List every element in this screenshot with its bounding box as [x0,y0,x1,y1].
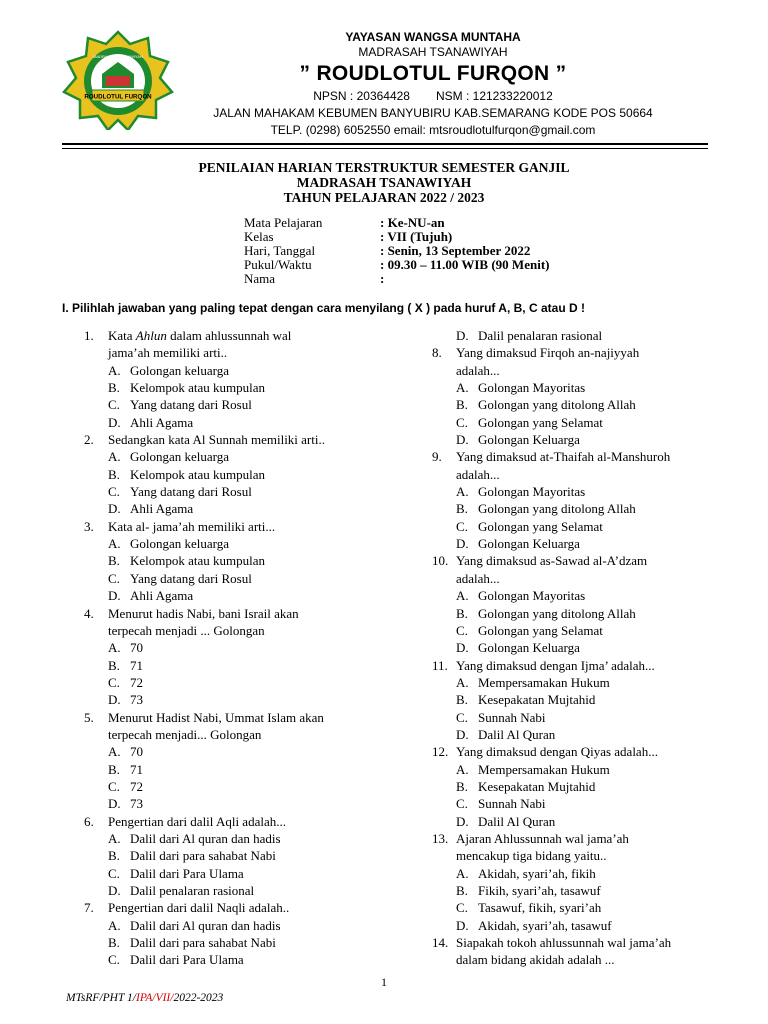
question-text: Yang dimaksud dengan Ijma’ adalah... [456,657,655,673]
exam-subtitle: MADRASAH TSANAWIYAH [296,175,472,190]
option-letter: A. [108,449,121,465]
question-text: Siapakah tokoh ahlussunnah wal jama’ah [456,935,672,951]
answer-option [432,431,732,448]
question-line [432,830,732,847]
option-letter: A. [456,674,469,690]
document-code-prefix: MTsRF/PHT 1/ [66,992,136,1004]
question-number: 2. [84,432,94,448]
school-name: ” ROUDLOTUL FURQON ” [299,62,567,85]
option-text: Dalil dari Al quran dan hadis [130,830,281,846]
answer-option [432,691,732,708]
option-letter: D. [108,414,121,430]
info-value: : 09.30 – 11.00 WIB (90 Menit) [380,257,550,272]
option-text: Golongan keluarga [130,536,230,552]
answer-option [84,396,384,413]
question-text: terpecah menjadi... Golongan [108,726,262,742]
answer-option [84,362,384,379]
question-line [432,362,732,379]
question-text: adalah... [456,466,500,482]
question-text: terpecah menjadi ... Golongan [108,622,265,638]
option-letter: B. [108,848,120,864]
madrasah-type: MADRASAH TSANAWIYAH [358,45,508,59]
option-letter: B. [108,935,120,951]
question-text: Yang dimaksud dengan Qiyas adalah... [456,744,658,760]
answer-option [84,761,384,778]
option-letter: B. [108,466,120,482]
option-letter: B. [456,605,468,621]
answer-option [84,795,384,812]
info-label: Hari, Tanggal [244,243,316,258]
option-text: Golongan yang Selamat [478,518,603,534]
option-letter: A. [108,536,121,552]
school-contact: TELP. (0298) 6052550 email: mtsroudlotulfurqon@gmail.com [270,123,596,137]
answer-option [84,865,384,882]
option-letter: A. [456,761,469,777]
option-letter: C. [108,674,120,690]
option-letter: D. [108,588,121,604]
question-line [432,743,732,760]
answer-option [432,778,732,795]
option-text: Golongan Keluarga [478,640,580,656]
option-letter: B. [108,553,120,569]
answer-option [432,327,732,344]
option-letter: A. [108,917,121,933]
answer-option [84,379,384,396]
option-text: Golongan keluarga [130,362,230,378]
option-letter: B. [456,692,468,708]
answer-option [84,934,384,951]
option-text: Tasawuf, fikih, syari’ah [478,900,602,916]
option-text: 70 [130,744,143,760]
question-text: Menurut Hadist Nabi, Ummat Islam akan [108,709,324,725]
question-number: 1. [84,328,94,343]
page-number: 1 [381,975,387,989]
header-divider-thin [62,148,708,149]
answer-option [432,639,732,656]
answer-option [432,709,732,726]
answer-option [432,587,732,604]
question-line [432,847,732,864]
option-text: 71 [130,657,143,673]
answer-option [84,535,384,552]
option-letter: B. [456,778,468,794]
question-text: Kata Ahlun dalam ahlussunnah wal [108,328,292,343]
option-letter: D. [456,813,469,829]
option-letter: A. [456,588,469,604]
option-text: Sunnah Nabi [478,709,546,725]
question-line [432,570,732,587]
option-text: Akidah, syari’ah, tasawuf [478,917,612,933]
document-code-year: 2022-2023 [173,992,224,1004]
school-address: JALAN MAHAKAM KEBUMEN BANYUBIRU KAB.SEMARANG KODE POS 50664 [213,106,653,120]
info-label: Mata Pelajaran [244,215,323,230]
option-letter: C. [456,518,468,534]
option-text: Golongan Mayoritas [478,484,586,500]
question-text: mencakup tiga bidang yaitu.. [456,848,607,864]
answer-option [84,917,384,934]
question-line [84,518,384,535]
option-text: Yang datang dari Rosul [130,570,252,586]
letterhead [0,0,768,140]
option-letter: A. [456,484,469,500]
option-text: Dalil Al Quran [478,726,556,742]
info-value: : VII (Tujuh) [380,229,453,244]
option-letter: D. [456,536,469,552]
option-letter: D. [456,917,469,933]
info-label: Nama [244,271,276,286]
question-line [84,899,384,916]
option-text: Dalil penalaran rasional [130,883,255,898]
option-letter: A. [456,865,469,881]
option-text: Yang datang dari Rosul [130,484,252,500]
answer-option [84,466,384,483]
questions-column-left [84,327,384,969]
answer-option [432,795,732,812]
option-text: Dalil Al Quran [478,813,556,829]
option-text: Golongan yang ditolong Allah [478,605,636,621]
answer-option [432,535,732,552]
question-number: 13. [432,830,449,846]
option-text: Ahli Agama [130,414,194,430]
question-text: dalam bidang akidah adalah ... [456,952,615,968]
answer-option [84,587,384,604]
answer-option [432,414,732,431]
option-text: Golongan yang ditolong Allah [478,501,636,517]
option-letter: C. [456,900,468,916]
option-text: Dalil dari Para Ulama [130,952,244,968]
answer-option [432,518,732,535]
option-text: Golongan Mayoritas [478,380,586,396]
question-text: Kata al- jama’ah memiliki arti... [108,518,276,534]
answer-option [84,951,384,968]
answer-option [84,778,384,795]
option-text: Golongan Mayoritas [478,588,586,604]
question-line [84,605,384,622]
option-letter: A. [108,640,121,656]
question-number: 10. [432,553,449,569]
option-letter: D. [108,692,121,708]
answer-option [432,882,732,899]
answer-option [84,847,384,864]
option-letter: D. [456,328,469,343]
answer-option [84,674,384,691]
option-text: 72 [130,778,143,794]
question-line [84,813,384,830]
question-line [432,657,732,674]
answer-option [432,726,732,743]
answer-option [432,396,732,413]
option-text: Dalil dari para sahabat Nabi [130,935,276,951]
question-text: Yang dimaksud at-Thaifah al-Manshuroh [456,449,671,465]
option-letter: B. [108,657,120,673]
answer-option [432,483,732,500]
questions-column-right [432,327,732,969]
option-letter: A. [108,744,121,760]
question-line [432,448,732,465]
option-text: Sunnah Nabi [478,796,546,812]
logo-text: ROUDLOTUL FURQON [84,93,152,101]
option-letter: A. [108,362,121,378]
answer-option [84,570,384,587]
registration-numbers [200,88,666,105]
answer-option [432,674,732,691]
option-letter: C. [108,952,120,968]
answer-option [432,899,732,916]
answer-option [432,865,732,882]
option-letter: B. [456,397,468,413]
foundation-name: YAYASAN WANGSA MUNTAHA [345,30,521,44]
option-letter: C. [456,709,468,725]
option-text: Mempersamakan Hukum [478,761,610,777]
option-text: Golongan keluarga [130,449,230,465]
option-letter: C. [108,397,120,413]
question-line [432,951,732,968]
document-code [66,992,223,1004]
question-line [84,327,384,344]
info-value: : Senin, 13 September 2022 [380,243,531,258]
question-line [432,466,732,483]
answer-option [84,830,384,847]
option-letter: D. [108,796,121,812]
logo-arc-text: MADRASAH TSANAWIYAH [93,54,143,59]
question-number: 6. [84,813,94,829]
nsm: NSM : 121233220012 [435,89,553,103]
option-text: Mempersamakan Hukum [478,674,610,690]
option-text: 70 [130,640,143,656]
question-line [84,344,384,361]
question-line [432,552,732,569]
option-letter: C. [456,414,468,430]
answer-option [84,882,384,899]
answer-option [84,743,384,760]
answer-option [432,605,732,622]
option-letter: C. [108,865,120,881]
option-text: Golongan yang Selamat [478,414,603,430]
option-text: Dalil dari Para Ulama [130,865,244,881]
option-letter: D. [456,640,469,656]
option-text: Fikih, syari’ah, tasawuf [478,883,601,898]
option-letter: B. [456,883,468,898]
option-text: Golongan yang Selamat [478,622,603,638]
option-text: Akidah, syari’ah, fikih [478,865,596,881]
npsn: NPSN : 20364428 [313,89,410,103]
question-text: Yang dimaksud as-Sawad al-A’dzam [456,553,648,569]
option-letter: A. [456,380,469,396]
question-line [84,622,384,639]
option-letter: C. [456,796,468,812]
answer-option [432,917,732,934]
option-letter: D. [456,726,469,742]
option-text: Kesepakatan Mujtahid [478,692,596,708]
question-text: adalah... [456,570,500,586]
question-line [84,431,384,448]
option-text: 73 [130,692,143,708]
option-text: Dalil penalaran rasional [478,328,603,343]
italic-term: Ahlun [135,328,167,343]
header-divider-thick [62,143,708,145]
option-text: 71 [130,761,143,777]
answer-option [432,500,732,517]
option-letter: D. [108,501,121,517]
question-number: 11. [432,657,448,673]
question-text: jama’ah memiliki arti.. [108,345,228,361]
option-text: Yang datang dari Rosul [130,397,252,413]
info-label: Pukul/Waktu [244,257,312,272]
answer-option [84,448,384,465]
option-letter: B. [108,761,120,777]
option-letter: D. [108,883,121,898]
info-value: : [380,271,385,286]
option-text: Ahli Agama [130,588,194,604]
option-text: Golongan Keluarga [478,432,580,448]
question-number: 7. [84,900,94,916]
answer-option [84,414,384,431]
question-line [84,726,384,743]
answer-option [84,483,384,500]
option-text: 73 [130,796,143,812]
option-letter: C. [108,484,120,500]
question-text: Menurut hadis Nabi, bani Israil akan [108,605,299,621]
academic-year: TAHUN PELAJARAN 2022 / 2023 [283,190,485,205]
option-letter: B. [456,501,468,517]
question-text: Sedangkan kata Al Sunnah memiliki arti.. [108,432,325,448]
option-text: Dalil dari para sahabat Nabi [130,848,276,864]
option-text: Golongan yang ditolong Allah [478,397,636,413]
question-line [432,344,732,361]
option-text: 72 [130,674,143,690]
option-text: Kelompok atau kumpulan [130,466,266,482]
exam-title: PENILAIAN HARIAN TERSTRUKTUR SEMESTER GANJIL [198,160,570,175]
school-logo [62,30,174,130]
info-value: : Ke-NU-an [380,215,445,230]
option-letter: D. [456,432,469,448]
question-number: 5. [84,709,94,725]
option-text: Kelompok atau kumpulan [130,553,266,569]
option-text: Golongan Keluarga [478,536,580,552]
answer-option [432,761,732,778]
question-number: 9. [432,449,442,465]
question-number: 4. [84,605,94,621]
option-text: Kelompok atau kumpulan [130,380,266,396]
question-number: 14. [432,935,449,951]
answer-option [84,552,384,569]
question-text: Yang dimaksud Firqoh an-najiyyah [456,345,640,361]
instructions: I. Pilihlah jawaban yang paling tepat dengan cara menyilang ( X ) pada huruf A, B, C atau D ! [62,301,585,315]
question-number: 12. [432,744,449,760]
question-line [432,934,732,951]
answer-option [432,622,732,639]
answer-option [84,639,384,656]
answer-option [432,813,732,830]
question-number: 3. [84,518,94,534]
answer-option [84,691,384,708]
question-text: Ajaran Ahlussunnah wal jama’ah [456,830,629,846]
question-number: 8. [432,345,442,361]
answer-option [84,500,384,517]
option-text: Ahli Agama [130,501,194,517]
answer-option [432,379,732,396]
option-letter: C. [108,778,120,794]
option-text: Kesepakatan Mujtahid [478,778,596,794]
answer-option [84,657,384,674]
option-letter: C. [108,570,120,586]
question-line [84,709,384,726]
letterhead-text [200,30,666,139]
option-letter: B. [108,380,120,396]
question-text: Pengertian dari dalil Naqli adalah.. [108,900,290,916]
option-letter: A. [108,830,121,846]
logo-star-shape [64,32,172,130]
question-text: adalah... [456,362,500,378]
question-text: Pengertian dari dalil Aqli adalah... [108,813,286,829]
info-label: Kelas [244,229,274,244]
option-letter: C. [456,622,468,638]
option-text: Dalil dari Al quran dan hadis [130,917,281,933]
document-code-class: IPA/VII/ [135,992,174,1004]
